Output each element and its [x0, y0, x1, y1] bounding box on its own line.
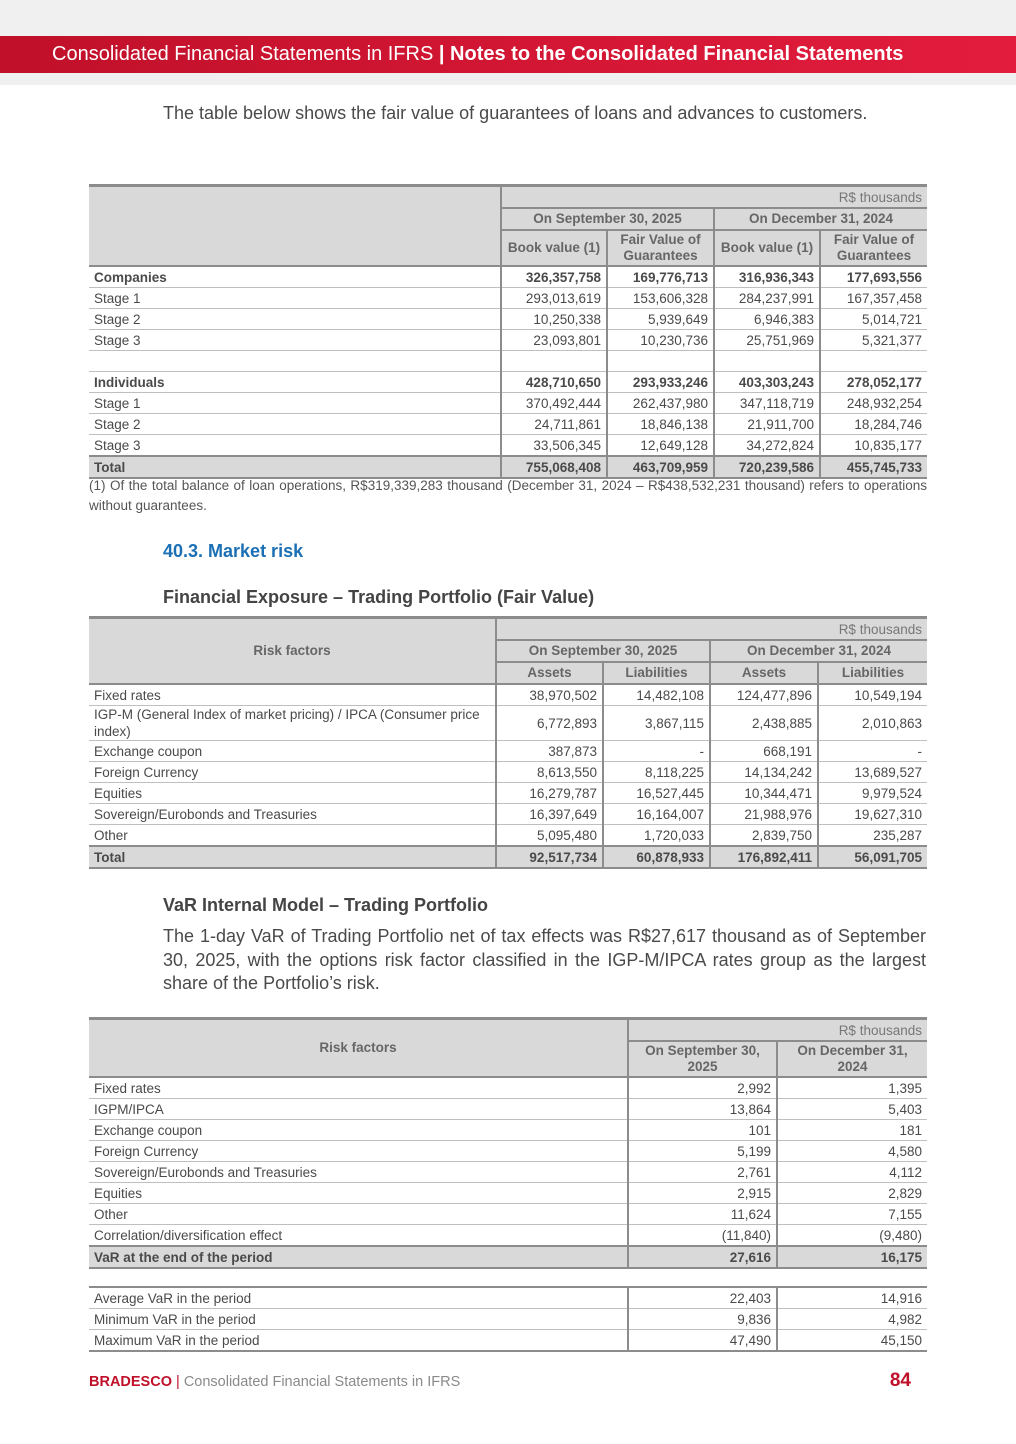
- table-row: Stage 1 293,013,619 153,606,328 284,237,991 167,357,458: [89, 288, 927, 309]
- table-row: Other 11,624 7,155: [89, 1204, 927, 1225]
- exposure-body: [89, 684, 927, 868]
- unit-row: [89, 186, 927, 209]
- table-row: Exchange coupon 387,873 - 668,191 -: [89, 741, 927, 762]
- table-row: Exchange coupon 101 181: [89, 1120, 927, 1141]
- table-row: Fixed rates 2,992 1,395: [89, 1077, 927, 1099]
- var-stats-table: [89, 1286, 927, 1352]
- header-separator: |: [433, 43, 451, 65]
- market-risk-heading: 40.3. Market risk: [163, 541, 304, 561]
- unit-label: R$ thousands: [628, 1019, 927, 1042]
- blank-header: [89, 186, 501, 267]
- table-row: Sovereign/Eurobonds and Treasuries 2,761 4,112: [89, 1162, 927, 1183]
- col-book-value-1: Book value (1): [501, 230, 607, 266]
- table-row: Stage 3 23,093,801 10,230,736 25,751,969 5,321,377: [89, 330, 927, 351]
- header-section: Consolidated Financial Statements in IFRS: [52, 43, 434, 65]
- var-body: [89, 1077, 927, 1268]
- period-sep-2025: On September 30, 2025: [496, 640, 710, 662]
- period-dec-2024: On December 31, 2024: [714, 208, 927, 230]
- table-row: Sovereign/Eurobonds and Treasuries 16,397,649 16,164,007 21,988,976 19,627,310: [89, 804, 927, 825]
- header-subsection: Notes to the Consolidated Financial Statements: [450, 43, 904, 65]
- exposure-table: [89, 616, 927, 869]
- var-paragraph: The 1-day VaR of Trading Portfolio net of tax effects was R$27,617 thousand as of September 30, 2025, with the options risk factor classified in the IGP-M/IPCA rates group as the largest share of the Portfolio’s risk.: [163, 926, 926, 993]
- table-row: Minimum VaR in the period 9,836 4,982: [89, 1309, 927, 1330]
- period-sep-2025: On September 30, 2025: [628, 1041, 777, 1077]
- header-shadow: [0, 73, 1016, 85]
- var-total-row: VaR at the end of the period 27,616 16,175: [89, 1246, 927, 1268]
- individuals-group: [89, 372, 927, 479]
- top-margin: [0, 0, 1016, 36]
- table-row: Stage 2 10,250,338 5,939,649 6,946,383 5,014,721: [89, 309, 927, 330]
- footer-doc-title: Consolidated Financial Statements in IFRS: [183, 1374, 461, 1390]
- risk-factors-header: Risk factors: [89, 1019, 628, 1078]
- spacer-row: [89, 351, 927, 372]
- table-row: Individuals 428,710,650 293,933,246 403,303,243 278,052,177: [89, 372, 927, 393]
- companies-group: [89, 266, 927, 372]
- col-assets-2: Assets: [710, 662, 818, 684]
- footer-brand: BRADESCO: [89, 1374, 172, 1390]
- unit-row: [89, 618, 927, 641]
- table-row: IGP-M (General Index of market pricing) / IPCA (Consumer price index) 6,772,893 3,867,115 2,438,885 2,010,863: [89, 706, 927, 741]
- table-row: Fixed rates 38,970,502 14,482,108 124,477,896 10,549,194: [89, 684, 927, 706]
- table-row: Stage 3 33,506,345 12,649,128 34,272,824 10,835,177: [89, 435, 927, 457]
- header-banner: [0, 36, 1016, 73]
- unit-label: R$ thousands: [501, 186, 927, 209]
- unit-label: R$ thousands: [496, 618, 927, 641]
- col-liabilities-2: Liabilities: [818, 662, 927, 684]
- period-sep-2025: On September 30, 2025: [501, 208, 714, 230]
- col-fair-value-1: Fair Value of Guarantees: [607, 230, 714, 266]
- col-fair-value-2: Fair Value of Guarantees: [820, 230, 927, 266]
- col-liabilities-1: Liabilities: [603, 662, 710, 684]
- page-footer: [89, 1374, 460, 1390]
- guarantees-footnote: (1) Of the total balance of loan operations, R$319,339,283 thousand (December 31, 2024 – R$438,532,231 thousand) refers to operations without guarantees.: [89, 478, 927, 513]
- table-row: IGPM/IPCA 13,864 5,403: [89, 1099, 927, 1120]
- table-row: Other 5,095,480 1,720,033 2,839,750 235,287: [89, 825, 927, 847]
- table-row: Correlation/diversification effect (11,840) (9,480): [89, 1225, 927, 1247]
- table-row: Equities 16,279,787 16,527,445 10,344,471 9,979,524: [89, 783, 927, 804]
- exposure-title: Financial Exposure – Trading Portfolio (Fair Value): [163, 587, 595, 607]
- total-row: Total 755,068,408 463,709,959 720,239,586 455,745,733: [89, 456, 927, 478]
- footer-separator: |: [171, 1374, 184, 1390]
- var-stats-body: [89, 1287, 927, 1351]
- col-book-value-2: Book value (1): [714, 230, 820, 266]
- period-dec-2024: On December 31, 2024: [777, 1041, 927, 1077]
- table-row: Equities 2,915 2,829: [89, 1183, 927, 1204]
- page-number: 84: [889, 1370, 911, 1391]
- total-row: Total 92,517,734 60,878,933 176,892,411 56,091,705: [89, 846, 927, 868]
- table-row: Foreign Currency 5,199 4,580: [89, 1141, 927, 1162]
- table-row: Maximum VaR in the period 47,490 45,150: [89, 1330, 927, 1352]
- intro-paragraph: The table below shows the fair value of guarantees of loans and advances to customers.: [163, 103, 868, 123]
- risk-factors-header: Risk factors: [89, 618, 496, 685]
- var-table: [89, 1017, 927, 1269]
- col-assets-1: Assets: [496, 662, 603, 684]
- table-row: Average VaR in the period 22,403 14,916: [89, 1287, 927, 1309]
- unit-row: [89, 1019, 927, 1042]
- table-row: Companies 326,357,758 169,776,713 316,936,343 177,693,556: [89, 266, 927, 288]
- table-row: Stage 1 370,492,444 262,437,980 347,118,719 248,932,254: [89, 393, 927, 414]
- period-dec-2024: On December 31, 2024: [710, 640, 927, 662]
- guarantees-table: [89, 184, 927, 479]
- table-row: Foreign Currency 8,613,550 8,118,225 14,134,242 13,689,527: [89, 762, 927, 783]
- var-title: VaR Internal Model – Trading Portfolio: [163, 895, 489, 915]
- table-row: Stage 2 24,711,861 18,846,138 21,911,700 18,284,746: [89, 414, 927, 435]
